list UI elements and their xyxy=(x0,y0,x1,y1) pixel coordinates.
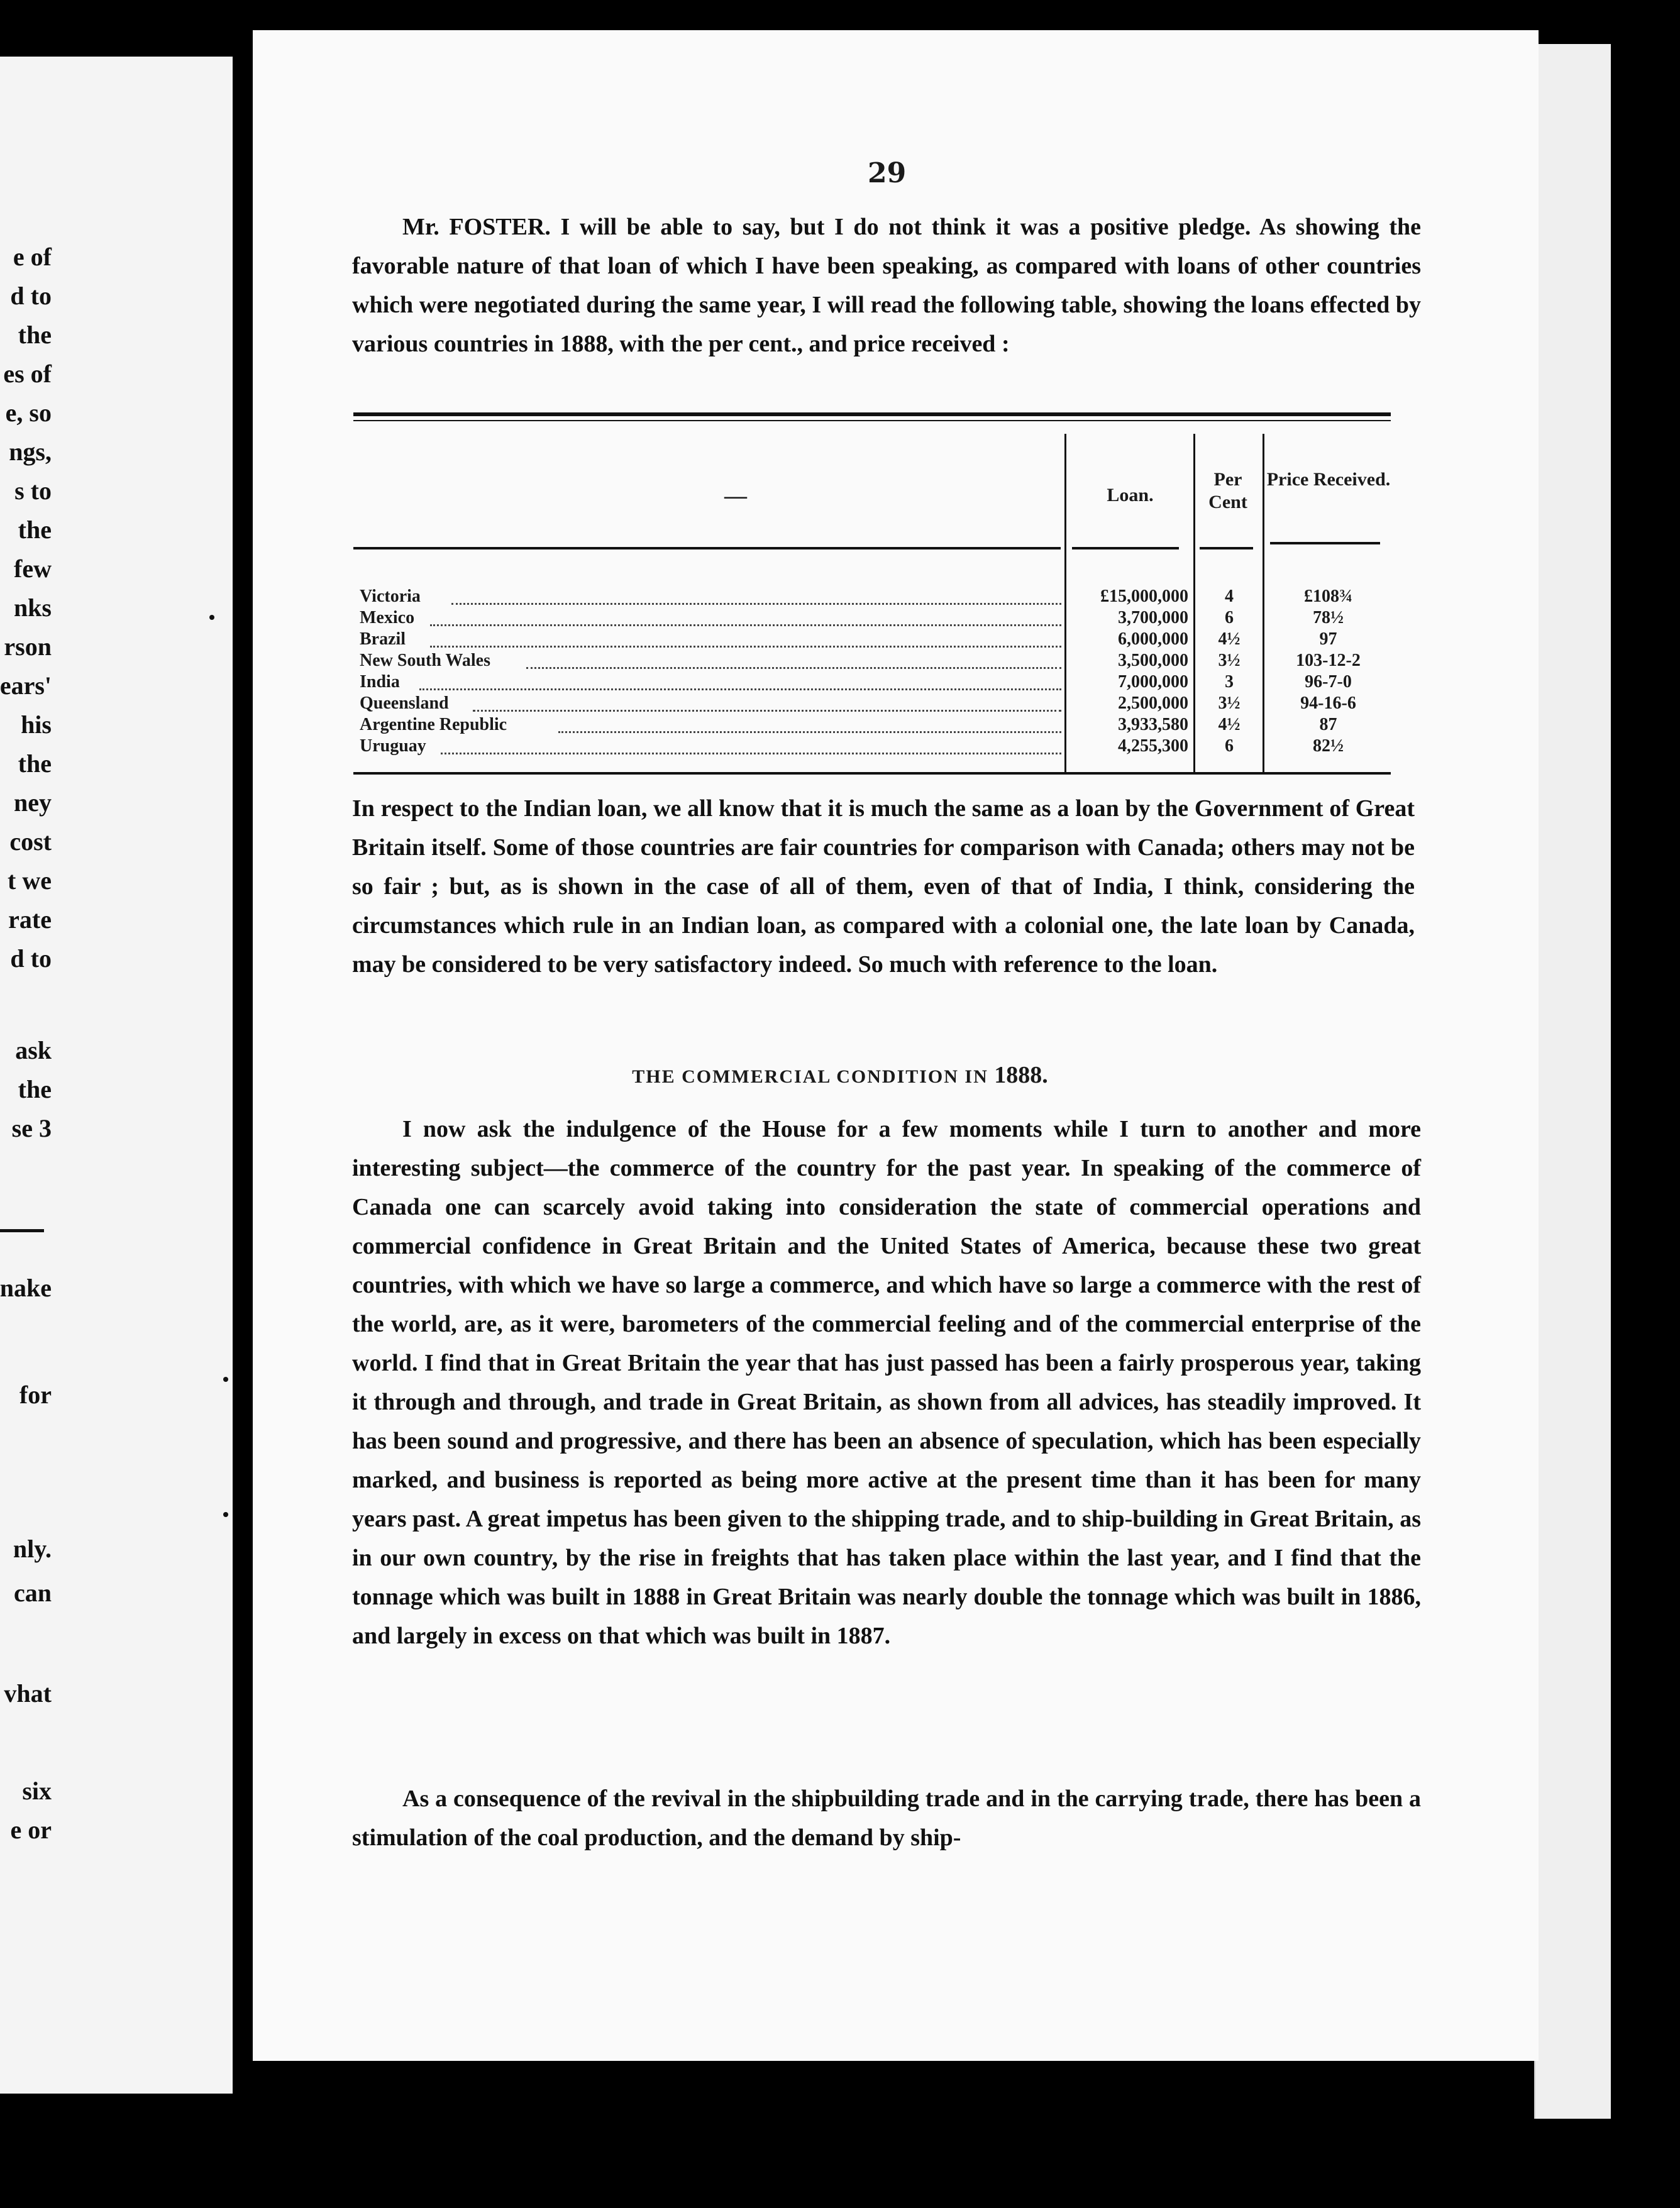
table-row-percent: 3½ xyxy=(1218,693,1241,713)
table-row-country: Queensland xyxy=(360,693,449,713)
left-page-fragment: for xyxy=(19,1381,52,1409)
left-page-rule xyxy=(0,1229,44,1232)
left-page-fragment: nly. xyxy=(13,1535,52,1563)
header-underline xyxy=(1200,547,1253,549)
left-page-fragment: the xyxy=(18,1075,52,1103)
table-row-percent: 3 xyxy=(1225,672,1234,692)
table-row-price: 103-12-2 xyxy=(1296,651,1361,670)
table-row-price: £108¾ xyxy=(1304,587,1352,606)
left-page-fragment: d to xyxy=(10,282,52,310)
table-row-leader xyxy=(558,729,1061,733)
left-page-fragment: ask xyxy=(15,1036,52,1064)
left-page-fragment: his xyxy=(21,710,52,739)
table-row-leader xyxy=(430,643,1061,648)
left-page-fragment: es of xyxy=(3,360,52,388)
header-underline xyxy=(353,547,1061,549)
table-row-leader xyxy=(473,707,1061,712)
ink-speck xyxy=(223,1512,228,1517)
table-row-leader xyxy=(526,665,1061,669)
table-header-loan: Loan. xyxy=(1107,485,1154,505)
table-row-percent: 3½ xyxy=(1218,651,1241,670)
table-divider xyxy=(1263,434,1264,773)
table-row-loan: 3,500,000 xyxy=(1118,651,1188,670)
left-page-fragment: the xyxy=(18,749,52,778)
left-page-fragment: the xyxy=(18,321,52,349)
left-page-fragment: e or xyxy=(10,1816,52,1844)
section-heading-text: THE COMMERCIAL CONDITION IN xyxy=(632,1066,988,1087)
table-header-percent: Per Cent xyxy=(1208,469,1247,512)
table-row-country: Victoria xyxy=(360,587,421,606)
table-divider xyxy=(1193,434,1195,773)
table-header-price: Price Received. xyxy=(1266,469,1391,490)
table-row-price: 82½ xyxy=(1313,736,1344,756)
left-page-fragment: ears' xyxy=(0,671,52,700)
table-header-blank: — xyxy=(724,483,747,508)
table-row-leader xyxy=(441,750,1061,754)
table-row-price: 94-16-6 xyxy=(1300,693,1356,713)
ink-speck xyxy=(209,615,214,620)
table-row-price: 87 xyxy=(1319,715,1337,734)
table-top-rule xyxy=(353,412,1391,416)
left-page-fragment: can xyxy=(14,1579,52,1607)
table-row-leader xyxy=(451,600,1061,605)
header-underline xyxy=(1270,542,1380,544)
table-row-loan: 7,000,000 xyxy=(1118,672,1188,692)
section-heading-year: 1888. xyxy=(994,1062,1048,1088)
table-divider xyxy=(1064,434,1066,773)
table-row-loan: 2,500,000 xyxy=(1118,693,1188,713)
table-row-price: 78½ xyxy=(1313,608,1344,627)
table-row-percent: 4½ xyxy=(1218,715,1241,734)
ink-speck xyxy=(223,1377,228,1382)
left-page-fragment: nake xyxy=(0,1274,52,1302)
table-row-country: Brazil xyxy=(360,629,406,649)
table-row-loan: 3,700,000 xyxy=(1118,608,1188,627)
table-row-percent: 4 xyxy=(1225,587,1234,606)
left-page-fragment: se 3 xyxy=(11,1114,52,1142)
table-row-country: New South Wales xyxy=(360,651,490,670)
paragraph-commerce: I now ask the indulgence of the House for a few moments while I turn to another and more interesting subject—the commerce of the country for the past year. In speaking of the commerce of Canada one can scarcely avoid taking into consideration the state of commercial operations and commercial confidence in Great Britain and the United States of America, because these two great countries, with which we have so large a commerce, and which have so large a commerce with the rest of the world, are, as it were, barometers of the commercial feeling and of the commercial enterprise of the world. I find that in Great Britain the year that has just passed has been a fairly prosperous year, taking it through and through, and trade in Great Britain, as shown from all advices, has steadily improved. It has been sound and progressive, and there has been an absence of speculation, which has been especially marked, and business is reported as being more active at the present time than it has been for many years past. A great impetus has been given to the shipping trade, and to ship-building in Great Britain, as in our own country, by the rise in freights that has taken place within the last year, and I find that the tonnage which was built in 1888 in Great Britain was nearly double the tonnage which was built in 1886, and largely in excess on that which was built in 1887. xyxy=(352,1116,1421,1649)
table-row-country: India xyxy=(360,672,400,692)
left-page-fragment: s to xyxy=(14,477,52,505)
header-underline xyxy=(1072,547,1179,549)
left-page-fragment: ngs, xyxy=(9,438,52,466)
left-page-fragment: few xyxy=(14,555,52,583)
table-row-country: Mexico xyxy=(360,608,415,627)
left-page-fragment: nks xyxy=(13,593,52,622)
left-page-fragment: cost xyxy=(9,827,52,856)
left-page-fragment: rate xyxy=(8,905,52,934)
left-page-fragment: e, so xyxy=(5,399,52,427)
left-page-fragment: t we xyxy=(8,866,52,895)
left-page-fragment: ney xyxy=(14,788,52,817)
table-top-rule-thin xyxy=(353,420,1391,421)
left-page-fragment: rson xyxy=(4,632,52,661)
intro-paragraph: Mr. FOSTER. I will be able to say, but I do not think it was a positive pledge. As showing the favorable nature of that loan of which I have been speaking, as compared with loans of other countries which were negotiated during the same year, I will read the following table, showing the loans effected by various countries in 1888, with the per cent., and price received : xyxy=(352,214,1421,357)
table-row-loan: £15,000,000 xyxy=(1100,587,1188,606)
left-page-fragment: six xyxy=(22,1777,52,1805)
table-row-loan: 4,255,300 xyxy=(1118,736,1188,756)
page-number: 29 xyxy=(868,157,907,189)
left-page-fragment: d to xyxy=(10,944,52,973)
table-bottom-rule xyxy=(353,772,1391,775)
section-heading xyxy=(0,1061,1680,1089)
table-row-price: 97 xyxy=(1319,629,1337,649)
left-page-fragment: the xyxy=(18,516,52,544)
left-page-fragment: vhat xyxy=(4,1679,52,1708)
table-row-loan: 3,933,580 xyxy=(1118,715,1188,734)
table-row-country: Uruguay xyxy=(360,736,426,756)
table-row-percent: 4½ xyxy=(1218,629,1241,649)
table-row-percent: 6 xyxy=(1225,736,1234,756)
left-page-fragment: e of xyxy=(13,243,52,271)
table-row-loan: 6,000,000 xyxy=(1118,629,1188,649)
paragraph-indian-loan: In respect to the Indian loan, we all know that it is much the same as a loan by the Government of Great Britain itself. Some of those countries are fair countries for comparison with Canada; others may not be so fair ; but, as is shown in the case of all of them, even of that of India, I think, considering the circumstances which rule in an Indian loan, as compared with a colonial one, the late loan by Canada, may be considered to be very satisfactory indeed. So much with reference to the loan. xyxy=(352,795,1415,978)
table-row-country: Argentine Republic xyxy=(360,715,507,734)
table-row-price: 96-7-0 xyxy=(1305,672,1352,692)
paragraph-shipbuilding: As a consequence of the revival in the shipbuilding trade and in the carrying trade, there has been a stimulation of the coal production, and the demand by ship- xyxy=(352,1786,1421,1851)
table-row-percent: 6 xyxy=(1225,608,1234,627)
table-row-leader xyxy=(419,686,1061,690)
table-row-leader xyxy=(430,622,1061,626)
